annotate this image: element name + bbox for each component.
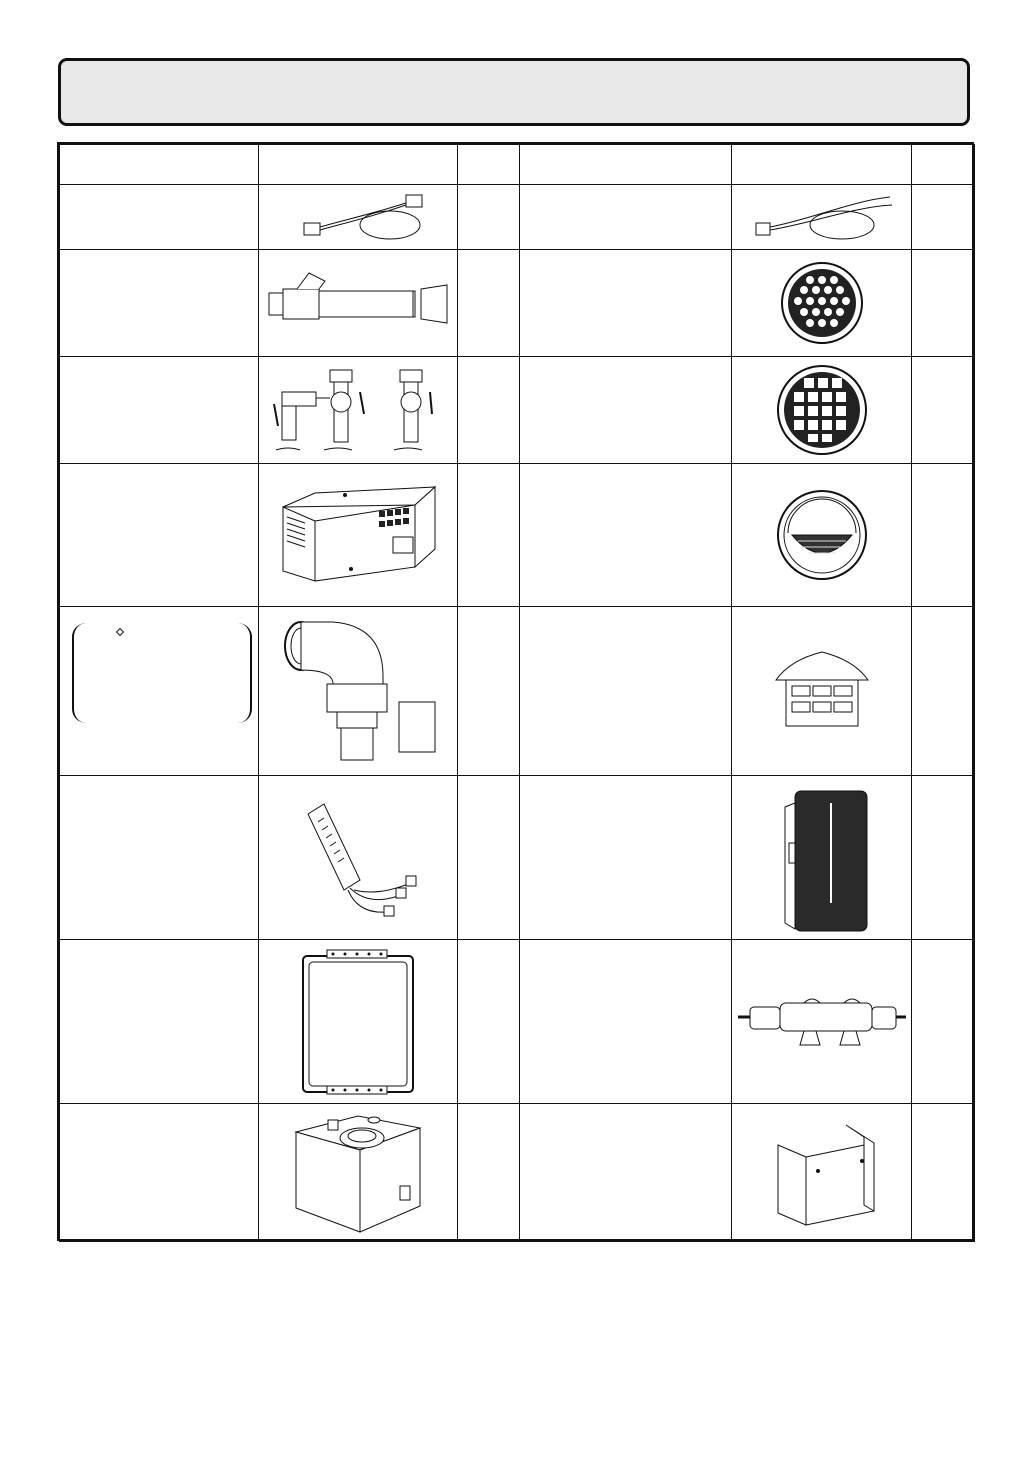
item-qty — [458, 940, 520, 1104]
table-row — [60, 1104, 975, 1242]
item-qty — [458, 464, 520, 607]
item-name — [60, 776, 259, 940]
item-qty — [458, 185, 520, 250]
terminal-block-icon — [288, 796, 428, 920]
table-row — [60, 940, 975, 1104]
valve-set-icon — [268, 362, 448, 458]
header-cell — [732, 145, 912, 185]
item-image — [259, 1104, 458, 1242]
item-qty — [912, 940, 975, 1104]
tank-unit-icon — [288, 1110, 428, 1236]
header-cell — [458, 145, 520, 185]
rain-cap-icon — [772, 646, 872, 736]
vent-pipe-icon — [263, 263, 453, 343]
page-title-bar — [58, 58, 970, 126]
item-qty — [912, 1104, 975, 1242]
item-image — [259, 357, 458, 464]
item-image — [259, 940, 458, 1104]
header-cell — [520, 145, 732, 185]
item-qty — [458, 607, 520, 776]
item-image — [259, 607, 458, 776]
table-row — [60, 250, 975, 357]
mounting-plate-icon — [293, 946, 423, 1098]
header-cell — [912, 145, 975, 185]
table-row — [60, 185, 975, 250]
square-grille-icon — [774, 362, 870, 458]
item-image — [732, 250, 912, 357]
left-paren — [72, 623, 88, 723]
wire-harness-icon — [742, 189, 902, 245]
item-qty — [458, 357, 520, 464]
accessories-table — [57, 142, 974, 1241]
item-image — [259, 776, 458, 940]
elbow-fitting-icon — [273, 616, 443, 766]
table-row — [60, 776, 975, 940]
item-image — [259, 250, 458, 357]
item-name — [520, 940, 732, 1104]
item-name — [60, 1104, 259, 1242]
item-qty — [912, 776, 975, 940]
item-name — [60, 250, 259, 357]
item-qty — [912, 607, 975, 776]
item-qty — [912, 185, 975, 250]
header-cell — [259, 145, 458, 185]
item-qty — [458, 1104, 520, 1242]
control-box-icon — [275, 483, 441, 587]
right-paren — [236, 623, 252, 723]
item-name — [520, 357, 732, 464]
item-image — [259, 464, 458, 607]
item-name — [520, 1104, 732, 1242]
item-image — [732, 185, 912, 250]
item-name — [520, 776, 732, 940]
honeycomb-grille-icon — [777, 258, 867, 348]
remote-cable-icon — [278, 189, 438, 245]
item-qty — [458, 776, 520, 940]
item-image — [732, 607, 912, 776]
item-image — [259, 185, 458, 250]
item-image — [732, 357, 912, 464]
table-row — [60, 607, 975, 776]
item-name — [60, 607, 259, 776]
item-image — [732, 776, 912, 940]
item-name — [520, 607, 732, 776]
hood-vent-icon — [774, 487, 870, 583]
remote-panel-icon — [767, 783, 877, 933]
item-name — [60, 185, 259, 250]
header-cell — [60, 145, 259, 185]
item-qty — [912, 464, 975, 607]
item-name — [520, 464, 732, 607]
item-image — [732, 464, 912, 607]
item-name — [60, 464, 259, 607]
item-qty — [912, 357, 975, 464]
parenthetical-note — [72, 623, 252, 723]
item-name — [520, 250, 732, 357]
filter-cartridge-icon — [734, 987, 910, 1057]
table-row — [60, 464, 975, 607]
item-image — [732, 1104, 912, 1242]
item-name — [60, 940, 259, 1104]
item-image — [732, 940, 912, 1104]
table-row — [60, 357, 975, 464]
pipe-cover-icon — [764, 1115, 880, 1231]
item-name — [60, 357, 259, 464]
table-header-row — [60, 145, 975, 185]
item-qty — [458, 250, 520, 357]
diamond-bullet-icon — [116, 628, 124, 636]
item-qty — [912, 250, 975, 357]
item-name — [520, 185, 732, 250]
